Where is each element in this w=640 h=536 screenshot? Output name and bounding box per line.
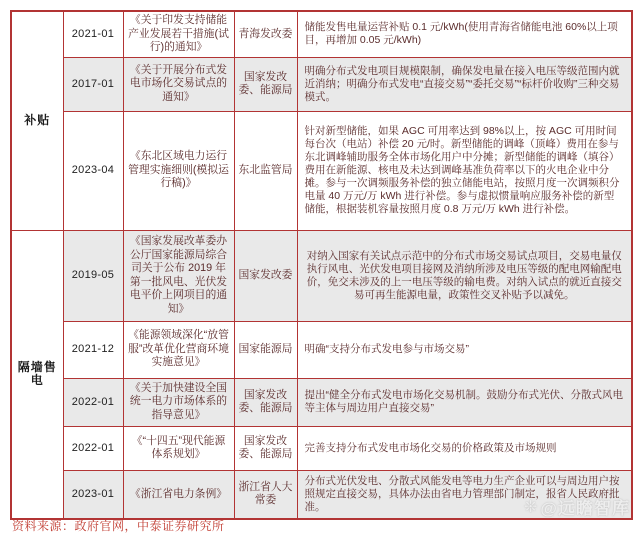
policy-title-cell: 《关于开展分布式发电市场化交易试点的通知》 <box>123 57 234 111</box>
content-cell: 明确分布式发电项目规模限制，确保发电量在接入电压等级范围内就近消纳；明确分布式发电“直接交易”“委托交易”“标杆价收购”三种交易模式。 <box>297 57 632 111</box>
content-cell: 储能发售电量运营补贴 0.1 元/kWh(使用青海省储能电池 60%以上项目，再增加 0.05 元/kWh) <box>297 11 632 57</box>
table-row <box>11 426 632 470</box>
category-cell-wall-power-sale: 隔墙售电 <box>11 230 63 519</box>
date-cell: 2022-01 <box>63 378 123 426</box>
date-cell: 2022-01 <box>63 426 123 470</box>
table-row <box>11 11 632 57</box>
date-cell: 2017-01 <box>63 57 123 111</box>
table-row <box>11 111 632 230</box>
content-cell: 明确“支持分布式发电参与市场交易” <box>297 321 632 378</box>
policy-title-cell: 《关于印发支持储能产业发展若干措施(试行)的通知》 <box>123 11 234 57</box>
policy-title-cell: 《关于加快建设全国统一电力市场体系的指导意见》 <box>123 378 234 426</box>
table-row <box>11 470 632 519</box>
agency-cell: 东北监管局 <box>234 111 297 230</box>
content-cell: 分布式光伏发电、分散式风能发电等电力生产企业可以与周边用户按照规定直接交易，具体办法由省电力管理部门制定，报省人民政府批准。 <box>297 470 632 519</box>
agency-cell: 国家发改委、能源局 <box>234 378 297 426</box>
agency-cell: 浙江省人大常委 <box>234 470 297 519</box>
agency-cell: 国家能源局 <box>234 321 297 378</box>
content-cell: 完善支持分布式发电市场化交易的价格政策及市场规则 <box>297 426 632 470</box>
date-cell: 2021-12 <box>63 321 123 378</box>
policy-table <box>10 10 633 520</box>
table-row <box>11 378 632 426</box>
policy-title-cell: 《浙江省电力条例》 <box>123 470 234 519</box>
content-cell: 对纳入国家有关试点示范中的分布式市场交易试点项目，交易电量仅执行风电、光伏发电项目接网及消纳所涉及电压等级的配电网输配电价，免交未涉及的上一电压等级的输电费。对纳入试点的就近直接交易可再生能源电量，政策性交叉补贴予以减免。 <box>297 230 632 321</box>
date-cell: 2023-04 <box>63 111 123 230</box>
agency-cell: 国家发改委 <box>234 230 297 321</box>
table-row <box>11 230 632 321</box>
watermark-snowflake-icon: ❊ <box>524 498 539 516</box>
table-row <box>11 57 632 111</box>
date-cell: 2023-01 <box>63 470 123 519</box>
content-cell: 针对新型储能，如果 AGC 可用率达到 98%以上，按 AGC 可用时间每台次（电站）补偿 20 元/时。新型储能的调峰（顶峰）费用在参与东北调峰辅助服务全体市场化用户中分摊；新型储能的调峰（填谷）费用在新能源、核电及未达到调峰基准负荷率以下的火电企业中分摊。参与一次调频服务补偿的独立储能电站，按照月度一次调频积分电量 40 万元/万 kWh 进行补偿。参与虚拟惯量响应服务补偿的新型储能，根据装机容量按照月度 0.8 万元/万 kWh 进行补偿。 <box>297 111 632 230</box>
agency-cell: 青海发改委 <box>234 11 297 57</box>
agency-cell: 国家发改委、能源局 <box>234 426 297 470</box>
policy-title-cell: 《东北区域电力运行管理实施细则(模拟运行稿)》 <box>123 111 234 230</box>
date-cell: 2019-05 <box>63 230 123 321</box>
policy-title-cell: 《“十四五”现代能源体系规划》 <box>123 426 234 470</box>
content-cell: 提出“健全分布式发电市场化交易机制。鼓励分布式光伏、分散式风电等主体与周边用户直接交易” <box>297 378 632 426</box>
watermark-handle: @远瞻智库 <box>540 499 630 518</box>
date-cell: 2021-01 <box>63 11 123 57</box>
policy-title-cell: 《能源领域深化“放管服”改革优化营商环境实施意见》 <box>123 321 234 378</box>
table-row <box>11 321 632 378</box>
category-cell-subsidy: 补贴 <box>11 11 63 230</box>
agency-cell: 国家发改委、能源局 <box>234 57 297 111</box>
source-note: 资料来源：政府官网，中泰证券研究所 <box>12 519 225 533</box>
policy-title-cell: 《国家发展改革委办公厅国家能源局综合司关于公布 2019 年第一批风电、光伏发电平价上网项目的通知》 <box>123 230 234 321</box>
